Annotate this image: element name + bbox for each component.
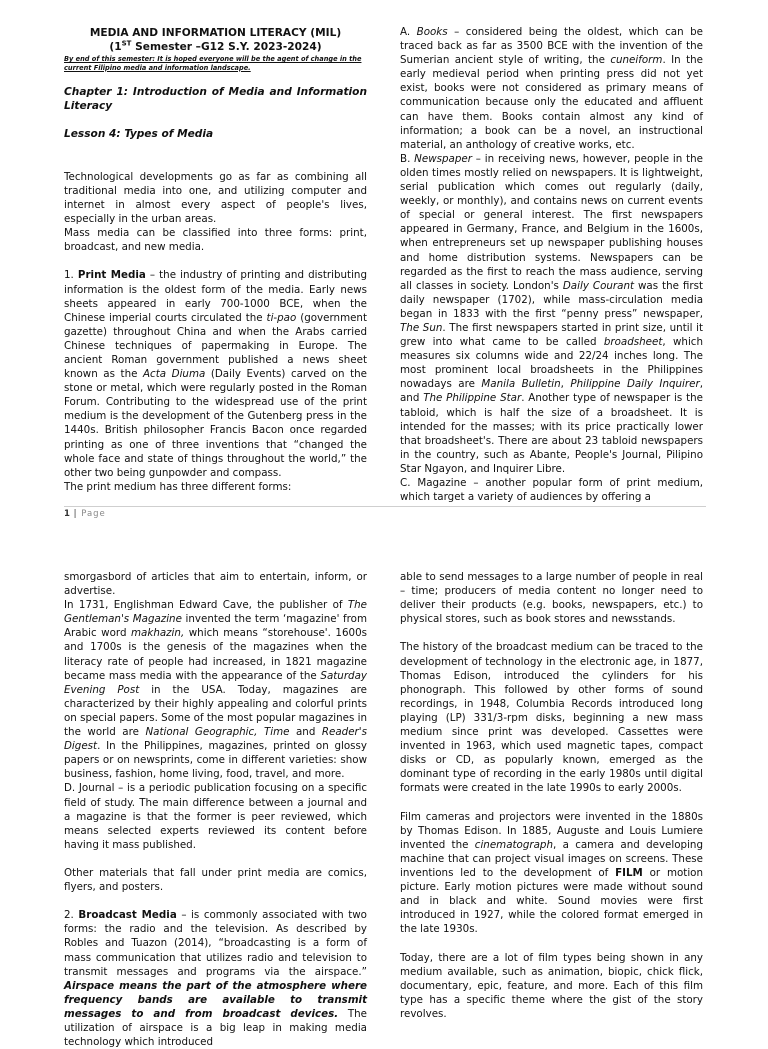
- print-forms-line: The print medium has three different forms:: [64, 480, 292, 493]
- page-footer: 1 | Page: [64, 506, 706, 519]
- magazine-paragraph-continued: smorgasbord of articles that aim to entertain, inform, or advertise.: [64, 571, 367, 598]
- books-paragraph: A. Books – considered being the oldest, which can be traced back as far as 3500 BCE with the invention of the Sumerian ancient style of writing, the cuneiform. In the early medieval period when printing press did not yet exist, books were not considered as primary means of communication because only the educated and affluent can have them. Books contain almost any kind of information; a book can be a novel, an instructional material, an anthology of creative works, etc.: [400, 26, 703, 151]
- magazine-history-paragraph: In 1731, Englishman Edward Cave, the publisher of The Gentleman's Magazine invented the term ‘magazine' from Arabic word makhazin, which means “storehouse'. 1600s and 1700s is the genesis of the magazines when the literacy rate of people had increased, in 1821 magazine became mass media with the appearance of the Saturday Evening Post in the USA. Today, magazines are characterized by their highly appealing and colorful prints on special papers. Some of the most popular magazines in the world are National Geographic, Time and Reader's Digest. In the Philippines, magazines, printed on glossy papers or on newsprints, come in different varieties: show business, fashion, home living, food, travel, and more.: [64, 599, 367, 781]
- chapter-heading: Chapter 1: Introduction of Media and Information Literacy: [64, 86, 367, 113]
- real-time-paragraph: able to send messages to a large number of people in real – time; producers of media content no longer need to deliver their products (e.g. books, newspapers, etc.) to physical stores, such as book stores and newsstands.: [400, 571, 703, 626]
- page2-right-column: [400, 570, 703, 1021]
- magazine-paragraph-start: C. Magazine – another popular form of print medium, which target a variety of audiences by offering a: [400, 477, 703, 504]
- page2-left-column: [64, 570, 367, 1049]
- page1-left-column: [64, 26, 367, 494]
- page-label: Page: [81, 509, 106, 519]
- mass-media-forms-paragraph: Mass media can be classified into three forms: print, broadcast, and new media.: [64, 227, 367, 254]
- intro-paragraph: Technological developments go as far as combining all traditional media into one, and utilizing computer and internet in almost every aspect of people's lives, especially in the urban areas.: [64, 170, 367, 226]
- broadcast-history-paragraph: The history of the broadcast medium can be traced to the development of technology in the electronic age, in 1877, Thomas Edison, introduced the cylinders for his phonograph. This followed by other forms of sound recordings, in 1948, Columbia Records introduced long playing (LP) 331/3-rpm disks, beginning a new mass medium since print was developed. Cassettes were invented in 1963, which used magnetic tapes, compact disks or CD, as popularly known, emerged as the dominant type of recording in the early 1980s until digital formats were created in the late 1990s to early 2000s.: [400, 641, 703, 795]
- document-title: MEDIA AND INFORMATION LITERACY (MIL): [89, 27, 342, 39]
- newspaper-paragraph: B. Newspaper – in receiving news, however, people in the olden times mostly relied on newspapers. It is lightweight, serial publication which comes out regularly (daily, weekly, or monthly), and contains news on current events of special or general interest. The first newspapers appeared in Germany, France, and Belgium in the 1600s, when entrepreneurs set up newspaper publishing houses and home distribution systems. Newspapers can be regarded as the first to reach the mass audience, serving all classes in society. London's Daily Courant was the first daily newspaper (1702), while mass-circulation media began in 1833 with the first “penny press” newspaper, The Sun. The first newspapers started in print size, until it grew into what came to be called broadsheet, which measures six columns wide and 22/24 inches long. The most prominent local broadsheets in the Philippines nowadays are Manila Bulletin, Philippine Daily Inquirer, and The Philippine Star. Another type of newspaper is the tabloid, which is half the size of a broadsheet. It is intended for the masses; with its price practically lower that broadsheet's. There are about 23 tabloid newspapers in the country, such as Abante, People's Journal, Pilipino Star Ngayon, and Inquirer Libre.: [400, 152, 704, 475]
- semester-line: (1ST Semester –G12 S.Y. 2023-2024): [109, 39, 322, 53]
- film-paragraph: Film cameras and projectors were invented in the 1880s by Thomas Edison. In 1885, Auguste and Louis Lumiere invented the cinematograph, a camera and developing machine that can project visual images on screens. These inventions led to the development of FILM or motion picture. Early motion pictures were made without sound and in black and white. Sound movies were first introduced in 1927, while the colored format emerged in the late 1930s.: [400, 810, 704, 936]
- broadcast-media-paragraph: 2. Broadcast Media – is commonly associated with two forms: the radio and the television. As described by Robles and Tuazon (2014), “broadcasting is a form of mass communication that utilizes radio and television to transmit messages and programs via the airspace.” Airspace means the part of the atmosphere where frequency bands are available to transmit messages to and from broadcast devices. The utilization of airspace is a big leap in making media technology which introduced: [64, 909, 367, 1049]
- film-types-paragraph: Today, there are a lot of film types being shown in any medium available, such as animation, biopic, chick flick, documentary, epic, feature, and more. Each of this film type has a specific theme where the gist of the story revolves.: [400, 951, 703, 1020]
- print-media-paragraph: 1. Print Media – the industry of printing and distributing information is the oldest form of the media. Early news sheets appeared in early 700-1000 BCE, when the Chinese imperial courts circulated the ti-pao (government gazette) throughout China and when the Arabs carried Chinese techniques of papermaking in Europe. The ancient Roman government published a news sheet known as the Acta Diuma (Daily Events) carved on the stone or metal, which were regularly posted in the Roman Forum. Contributing to the widespread use of the print medium is the development of the Gutenberg press in the 1440s. British philosopher Francis Bacon once regarded printing as one of three inventions that “changed the whole face and state of things throughout the world,” the other two being gunpowder and compass.: [64, 269, 367, 479]
- semester-goal-note: By end of this semester: It is hoped everyone will be the agent of change in the current Filipino media and information landscape.: [64, 55, 362, 72]
- page1-right-column: [400, 25, 703, 504]
- lesson-heading: Lesson 4: Types of Media: [64, 128, 214, 141]
- page-number: 1: [64, 509, 70, 519]
- journal-paragraph: D. Journal – is a periodic publication focusing on a specific field of study. The main difference between a journal and a magazine is that the former is peer reviewed, which means selected experts reviewed its content before having it mass published.: [64, 782, 367, 851]
- other-materials-paragraph: Other materials that fall under print media are comics, flyers, and posters.: [64, 866, 367, 894]
